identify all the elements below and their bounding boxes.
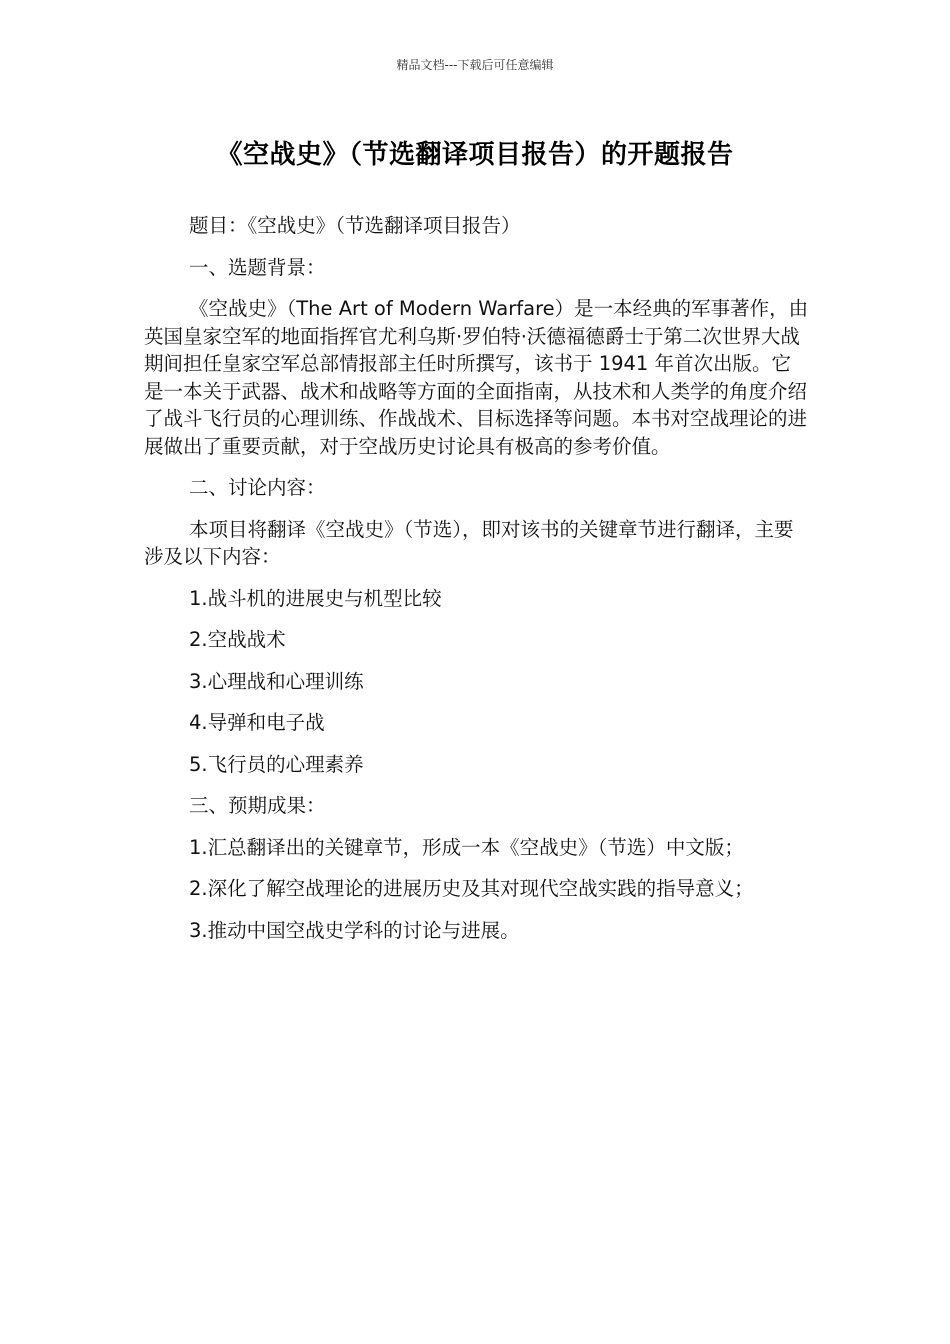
list-item: 2.空战战术 [189,628,286,651]
header-note: 精品文档---下载后可任意编辑 [396,58,554,72]
list-item: 1.战斗机的进展史与机型比较 [189,586,442,610]
content-paragraph: 本项目将翻译《空战史》（节选），即对该书的关键章节进行翻译，主要涉及以下内容： [144,517,794,568]
section-heading-outcomes: 三、预期成果： [189,794,326,817]
list-item: 3.推动中国空战史学科的讨论与进展。 [189,918,520,942]
topic-line: 题目：《空战史》（节选翻译项目报告） [189,214,521,237]
list-item: 2.深化了解空战理论的进展历史及其对现代空战实践的指导意义； [189,877,754,900]
list-item: 3.心理战和心理训练 [189,669,364,693]
document-title: 《空战史》（节选翻译项目报告）的开题报告 [216,140,734,170]
list-item: 1.汇总翻译出的关键章节，形成一本《空战史》（节选）中文版； [189,835,744,859]
background-paragraph: 《空战史》（The Art of Modern Warfare）是一本经典的军事著作，由英国皇家空军的地面指挥官尤利乌斯·罗伯特·沃德福德爵士于第二次世界大战期间担任皇家空军总部情报部主任时所撰写，该书于 1941 年首次出版。它是一本关于武器、战术和战略等方面的全面指南，从技术和人类学的角度介绍了战斗飞行员的心理训练、作战战术、目标选择等问题。本书对空战理论的进展做出了重要贡献，对于空战历史讨论具有极高的参考价值。 [144,297,809,458]
list-item: 5.飞行员的心理素养 [189,752,364,776]
section-heading-background: 一、选题背景： [189,255,326,279]
section-heading-content: 二、讨论内容： [189,476,326,499]
list-item: 4.导弹和电子战 [189,711,325,734]
document-body [144,212,809,958]
